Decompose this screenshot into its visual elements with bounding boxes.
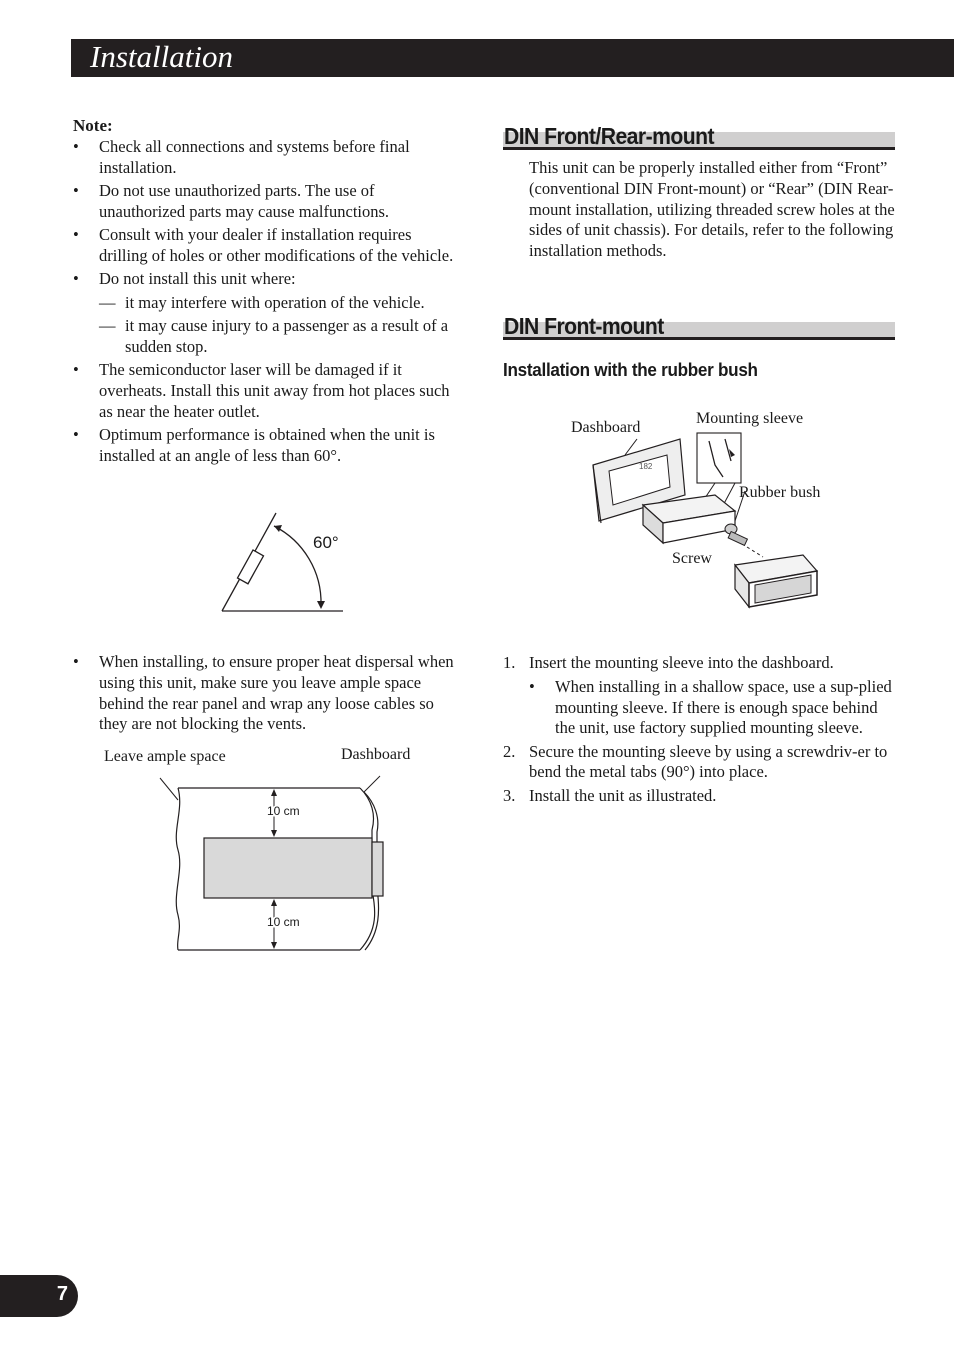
fig-screw-label: Screw (672, 550, 712, 567)
step-sub-item: • When installing in a shallow space, use a sup-plied mounting sleeve. If there is enough space behind the unit, use factory supplied mounting sleeve. (529, 677, 895, 739)
header-bar (71, 39, 954, 77)
note-item: • The semiconductor laser will be damaged if it overheats. Install this unit away from hot places such as near the heater outlet. (73, 360, 463, 422)
fig-bush-label: Rubber bush (739, 484, 821, 501)
sleeve-inset-box (697, 433, 741, 483)
gap-bottom-arrowhead-down (271, 942, 277, 949)
gap-top-label: 10 cm (267, 804, 300, 818)
right-column (503, 112, 895, 381)
page-number-tab (0, 1275, 78, 1317)
step-sub-list (529, 677, 895, 739)
step-item: 3. Install the unit as illustrated. (503, 785, 717, 805)
note-sub-list (99, 293, 463, 358)
note-sub-item: — it may interfere with operation of the vehicle. (99, 293, 463, 314)
gap-bottom-label: 10 cm (267, 915, 300, 929)
fig-sleeve-label: Mounting sleeve (696, 410, 804, 427)
dash-number: 182 (639, 462, 653, 471)
leader-dashboard (364, 776, 380, 792)
steps-block (503, 653, 895, 809)
gap-top-arrowhead-up (271, 789, 277, 796)
note-item: • Do not install this unit where: — it may interfere with operation of the vehicle. — it may cause injury to a passenger as a result of a sudden stop. (73, 269, 463, 358)
heading-din-front: DIN Front-mount (504, 312, 664, 339)
heat-note-list (73, 652, 463, 735)
angle-figure (200, 505, 360, 625)
angle-label: 60° (313, 533, 339, 552)
section-heading-din-front (503, 302, 895, 340)
screw-icon (728, 531, 747, 545)
leader-leave (160, 778, 178, 800)
unit-outline (237, 550, 263, 584)
steps-list (503, 653, 895, 807)
page-title: Installation (90, 39, 233, 74)
unit-front-panel (372, 842, 383, 896)
arc-arrowhead-top (274, 525, 282, 532)
dashboard-label: Dashboard (341, 746, 411, 763)
step-item: 1. Insert the mounting sleeve into the dashboard. • When installing in a shallow space, use a sup-plied mounting sleeve. If there is enough space behind the unit, use factory supplied mounting sleeve. (503, 653, 895, 739)
heat-note-block (73, 652, 463, 738)
cavity-left-wall (176, 788, 179, 950)
note-item: • Do not use unauthorized parts. The use of unauthorized parts may cause malfunctions. (73, 181, 463, 223)
leader-bush (735, 491, 745, 521)
step-item: 2. Secure the mounting sleeve by using a screwdriv-er to bend the metal tabs (90°) into place. (503, 741, 888, 782)
din-front-rear-body: This unit can be properly installed either from “Front” (conventional DIN Front-mount) or “Rear” (DIN Rear-mount installation, utilizing threaded screw holes at the sides of unit chassis). For details, refer to the following installation methods. (529, 158, 895, 261)
note-list (73, 137, 463, 467)
leave-space-label: Leave ample space (104, 748, 226, 765)
fig-dashboard-label: Dashboard (571, 419, 641, 436)
note-item: • Consult with your dealer if installation requires drilling of holes or other modifications of the vehicle. (73, 225, 463, 267)
heading-din-front-rear: DIN Front/Rear-mount (504, 123, 714, 149)
left-column (73, 115, 463, 469)
section-heading-din-front-rear (503, 112, 895, 150)
screw-dashed-path (747, 547, 763, 557)
rubber-bush-figure (585, 425, 830, 615)
note-sub-item: — it may cause injury to a passenger as a result of a sudden stop. (99, 316, 463, 358)
arc-arrowhead-bottom (317, 601, 325, 609)
subheading-rubber-bush: Installation with the rubber bush (503, 359, 758, 380)
gap-bottom-arrowhead-up (271, 899, 277, 906)
note-item: • Check all connections and systems before final installation. (73, 137, 463, 179)
unit-body (204, 838, 372, 898)
page-number: 7 (56, 1283, 68, 1305)
heat-note: • When installing, to ensure proper heat dispersal when using this unit, make sure you leave ample space behind the rear panel and wrap any loose cables so they are not blocking the vents. (73, 652, 463, 735)
note-item: • Optimum performance is obtained when the unit is installed at an angle of less than 60°. (73, 425, 463, 467)
gap-top-arrowhead-down (271, 830, 277, 837)
note-title: Note: (73, 116, 113, 135)
space-figure (150, 770, 400, 960)
